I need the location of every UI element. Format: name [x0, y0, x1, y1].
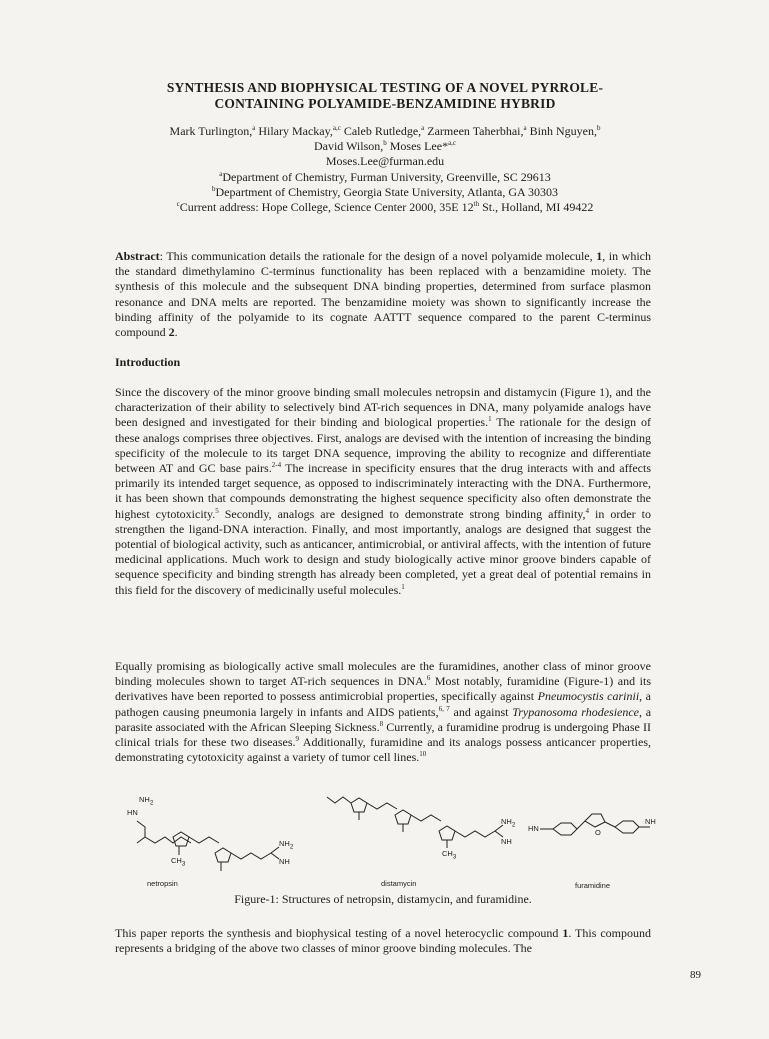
- author-line-1: Mark Turlington,$^a$ Hilary Mackay,$^{a,c}$ Caleb Rutledge,$^a$ Zarmeen Taherbhai,$^a$ Binh Nguyen,$^b$: [169, 124, 601, 138]
- affiliation-a: $^a$Department of Chemistry, Furman University, Greenville, SC 29613: [219, 169, 551, 184]
- paper-title: SYNTHESIS AND BIOPHYSICAL TESTING OF A NOVEL PYRROLE- CONTAINING POLYAMIDE-BENZAMIDINE HYBRID: [166, 80, 604, 111]
- atom-label-nh: NH: [279, 857, 290, 866]
- atom-label-ch3: $CH_3$: [442, 849, 457, 861]
- netropsin-structure: [137, 821, 279, 871]
- author-block: [100, 124, 670, 215]
- atom-label-ch3: $CH_3$: [171, 856, 186, 868]
- affiliation-b: $^b$Department of Chemistry, Georgia State University, Atlanta, GA 30303: [212, 184, 558, 199]
- atom-label-nh: NH: [645, 817, 656, 826]
- atom-label-nh2: $NH_2$: [279, 839, 294, 851]
- figure-caption: Figure-1: Structures of netropsin, distamycin, and furamidine.: [234, 892, 532, 906]
- intro-paragraph-2: Equally promising as biologically active small molecules are the furamidines, another class of minor groove binding molecules shown to target AT-rich sequences in DNA.$^6$ Most notably, furamidine (Figure-1) and its derivatives have been reported to possess antimicrobial properties, specifically against Pneumocystis carinii, a pathogen causing pneumonia largely in infants and AIDS patients,$^{6, 7}$ and against Trypanosoma rhodesience, a parasite associated with the African Sleeping Sickness.$^8$ Currently, a furamidine prodrug is undergoing Phase II clinical trials for these two diseases.$^9$ Additionally, furamidine and its analogs possess anticancer properties, demonstrating cytotoxicity against a variety of tumor cell lines.$^{10}$: [115, 659, 652, 765]
- chemical-structures: [115, 787, 651, 887]
- abstract: Abstract: This communication details the rationale for the design of a novel polyamide molecule, 1, in which the standard dimethylamino C-terminus functionality has been replaced with a benzamidine moiety. The synthesis of this molecule and the subsequent DNA binding properties, determined from surface plasmon resonance and DNA melts are reported. The benzamidine moiety was shown to significantly increase the binding affinity of the polyamide to its cognate AATTT sequence compared to the parent C-terminus compound 2.: [115, 249, 651, 340]
- atom-label-hn: HN: [528, 824, 539, 833]
- author-email: Moses.Lee@furman.edu: [325, 154, 445, 169]
- section-heading-introduction: Introduction: [115, 355, 181, 369]
- atom-label-nh2: $NH_2$: [139, 795, 154, 807]
- atom-label-nh: NH: [501, 837, 512, 846]
- label-furamidine: furamidine: [575, 881, 611, 890]
- atom-label-hn: HN: [127, 808, 138, 817]
- atom-label-o: O: [595, 828, 601, 837]
- atom-label-nh2: $NH_2$: [501, 817, 516, 829]
- figure-1: [115, 787, 656, 917]
- affiliation-c: $^c$Current address: Hope College, Science Center 2000, 35E 12th St., Holland, MI 49422: [176, 200, 594, 215]
- intro-paragraph-1: Since the discovery of the minor groove binding small molecules netropsin and distamycin (Figure 1), and the characterization of their ability to selectively bind AT-rich sequences in DNA, many polyamide analogs have been designed and investigated for their binding and biological properties.$^1$ The rationale for the design of these analogs comprises three objectives. First, analogs are devised with the intention of increasing the binding specificity of the molecule to its target DNA sequence, improving the ability to recognize and differentiate between AT and GC base pairs.$^{2-4}$ The increase in specificity ensures that the drug interacts with and affects primarily its intended target sequence, as opposed to indiscriminately interacting with the DNA. Furthermore, it has been shown that compounds demonstrating the highest sequence specificity also often demonstrate the highest cytotoxicity.$^5$ Secondly, analogs are designed to demonstrate strong binding affinity,$^4$ in order to strengthen the ligand-DNA interaction. Finally, and most importantly, analogs are designed that suggest the potential of biological activity, such as anticancer, antimicrobial, or antiviral affects, with the intention of future medicinal applications. Much work to design and study biologically active minor groove binders capable of sequence specificity and binding strength has already been completed, yet a great deal of potential remains in this field for the discovery of medicinally useful molecules.$^1$: [115, 385, 652, 597]
- author-line-2: David Wilson,$^b$ Moses Lee*$^{a,c}$: [313, 139, 457, 154]
- distamycin-structure: [327, 797, 503, 848]
- label-distamycin: distamycin: [381, 879, 417, 888]
- closing-paragraph: This paper reports the synthesis and biophysical testing of a novel heterocyclic compound 1. This compound represents a bridging of the above two classes of minor groove binding molecules. The: [115, 926, 652, 956]
- label-netropsin: netropsin: [147, 879, 178, 888]
- abstract-label: Abstract: [115, 249, 160, 263]
- page-number: 89: [690, 969, 701, 981]
